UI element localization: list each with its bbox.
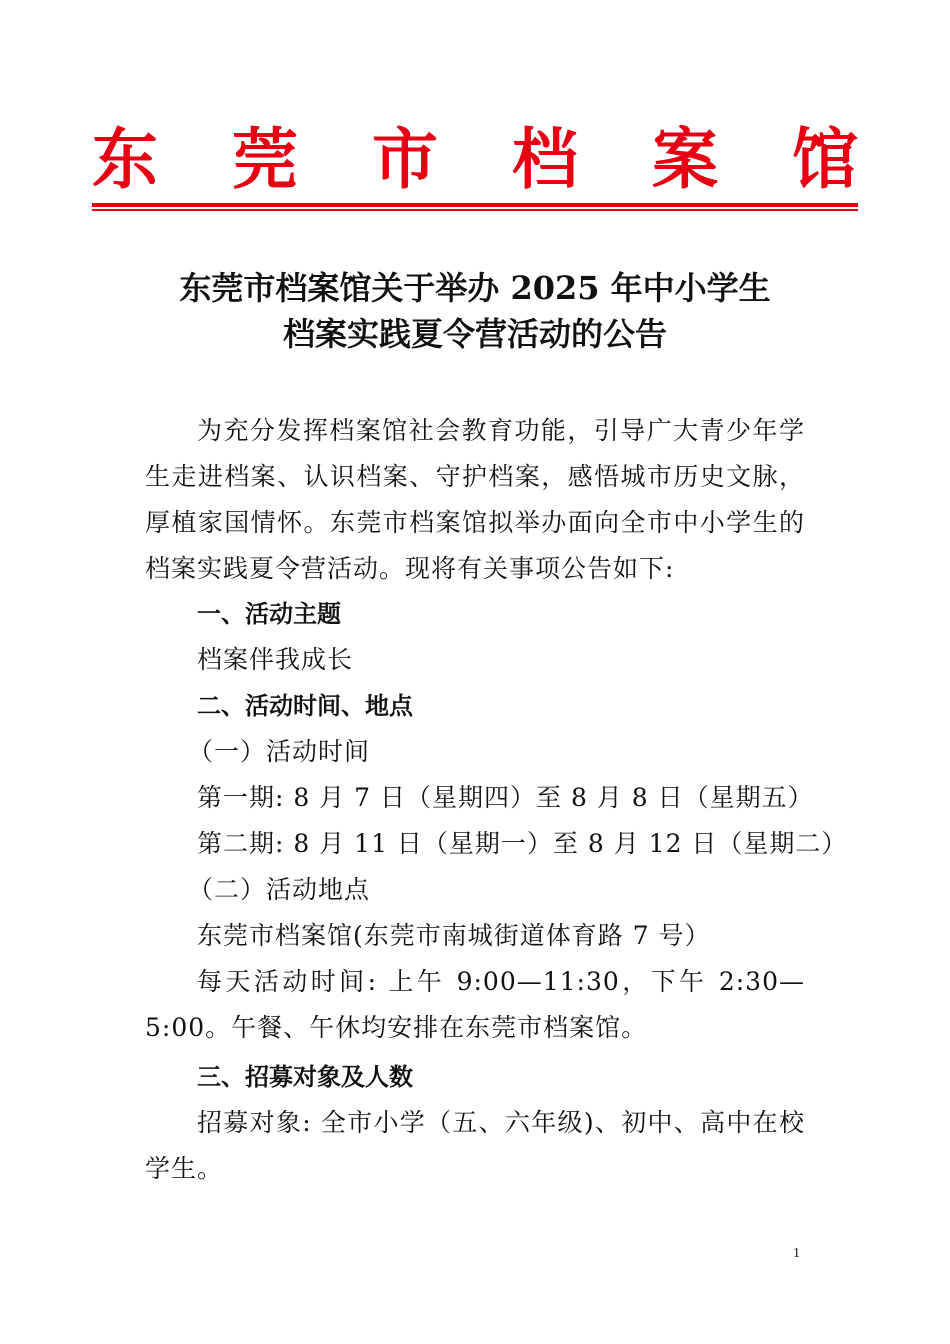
period-1: 第一期: 8 月 7 日（星期四）至 8 月 8 日（星期五）: [197, 783, 814, 812]
masthead-char: 莞: [232, 120, 298, 198]
page-number: 1: [793, 1246, 800, 1261]
subsection-time-heading: （一）活动时间: [188, 737, 371, 766]
daily-time-paragraph: 每天活动时间: 上午 9:00—11:30，下午 2:30—5:00。午餐、午休均安排在东莞市档案馆。: [145, 967, 805, 1042]
period-2: 第二期: 8 月 11 日（星期一）至 8 月 12 日（星期二）: [197, 829, 848, 858]
section-1-heading: 一、活动主题: [197, 600, 341, 628]
location: 东莞市档案馆(东莞市南城街道体育路 7 号）: [197, 921, 711, 950]
masthead-char: 市: [372, 120, 438, 198]
intro-paragraph: 为充分发挥档案馆社会教育功能，引导广大青少年学生走进档案、认识档案、守护档案，感悟城市历史文脉，厚植家国情怀。东莞市档案馆拟举办面向全市中小学生的档案实践夏令营活动。现将有关事项公告如下:: [145, 416, 805, 583]
masthead-char: 案: [652, 120, 718, 198]
recruit-target-paragraph: 招募对象: 全市小学（五、六年级)、初中、高中在校学生。: [145, 1108, 805, 1183]
section-2-heading: 二、活动时间、地点: [197, 692, 413, 720]
masthead: [92, 120, 858, 198]
document-title-line-2: 档案实践夏令营活动的公告: [282, 315, 667, 353]
section-3-heading: 三、招募对象及人数: [197, 1063, 413, 1091]
masthead-char: 馆: [792, 120, 858, 198]
subsection-location-heading: （二）活动地点: [188, 875, 371, 904]
masthead-rule-thin: [92, 209, 858, 211]
document-title-line-1: 东莞市档案馆关于举办 2025 年中小学生: [179, 269, 771, 307]
masthead-char: 东: [92, 120, 158, 198]
masthead-rule-thick: [92, 203, 858, 207]
masthead-char: 档: [512, 120, 578, 198]
section-1-content: 档案伴我成长: [197, 645, 354, 674]
